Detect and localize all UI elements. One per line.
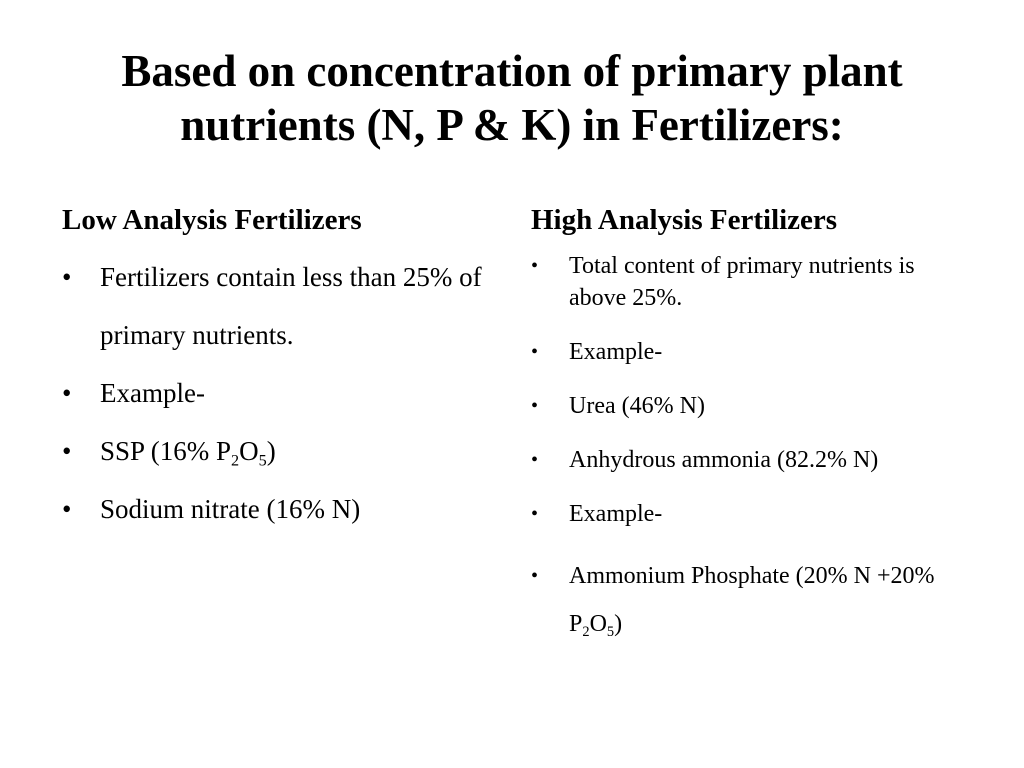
list-item-text: Total content of primary nutrients is above 25%. [569, 253, 915, 311]
list-item-text: Urea (46% N) [569, 393, 705, 419]
list-item [62, 248, 482, 364]
list-item-text: Anhydrous ammonia (82.2% N) [569, 447, 879, 473]
list-item-text: Example- [569, 501, 663, 527]
bullet-icon: • [62, 378, 72, 408]
list-item [62, 422, 482, 480]
list-item [531, 498, 971, 530]
bullet-icon: • [531, 255, 539, 277]
list-item [531, 250, 971, 314]
list-item [531, 336, 971, 368]
list-item [531, 552, 971, 648]
list-item [62, 364, 482, 422]
bullet-icon: • [531, 341, 539, 363]
high-analysis-heading: High Analysis Fertilizers [531, 204, 838, 236]
list-item-text: SSP (16% $P_2O_5$) [100, 436, 276, 470]
list-item-text: Sodium nitrate (16% N) [100, 494, 361, 524]
bullet-icon: • [62, 262, 72, 292]
low-analysis-list [62, 248, 482, 538]
bullet-icon: • [62, 494, 72, 524]
list-item-text: Fertilizers contain less than 25% of primary nutrients. [100, 262, 482, 350]
list-item [531, 444, 971, 476]
bullet-icon: • [62, 436, 72, 466]
list-item-text: Example- [569, 339, 663, 365]
low-analysis-column [62, 200, 482, 538]
list-item [531, 390, 971, 422]
list-item [62, 480, 482, 538]
slide-title: Based on concentration of primary plant nutrients (N, P & K) in Fertilizers: [121, 46, 903, 150]
bullet-icon: • [531, 503, 539, 525]
bullet-icon: • [531, 565, 539, 587]
high-analysis-column [531, 200, 971, 670]
bullet-icon: • [531, 449, 539, 471]
low-analysis-heading: Low Analysis Fertilizers [62, 204, 362, 236]
bullet-icon: • [531, 395, 539, 417]
high-analysis-list [531, 250, 971, 648]
list-item-text: Example- [100, 378, 205, 408]
list-item-text: Ammonium Phosphate (20% N +20% $P_2O_5$) [569, 563, 935, 641]
